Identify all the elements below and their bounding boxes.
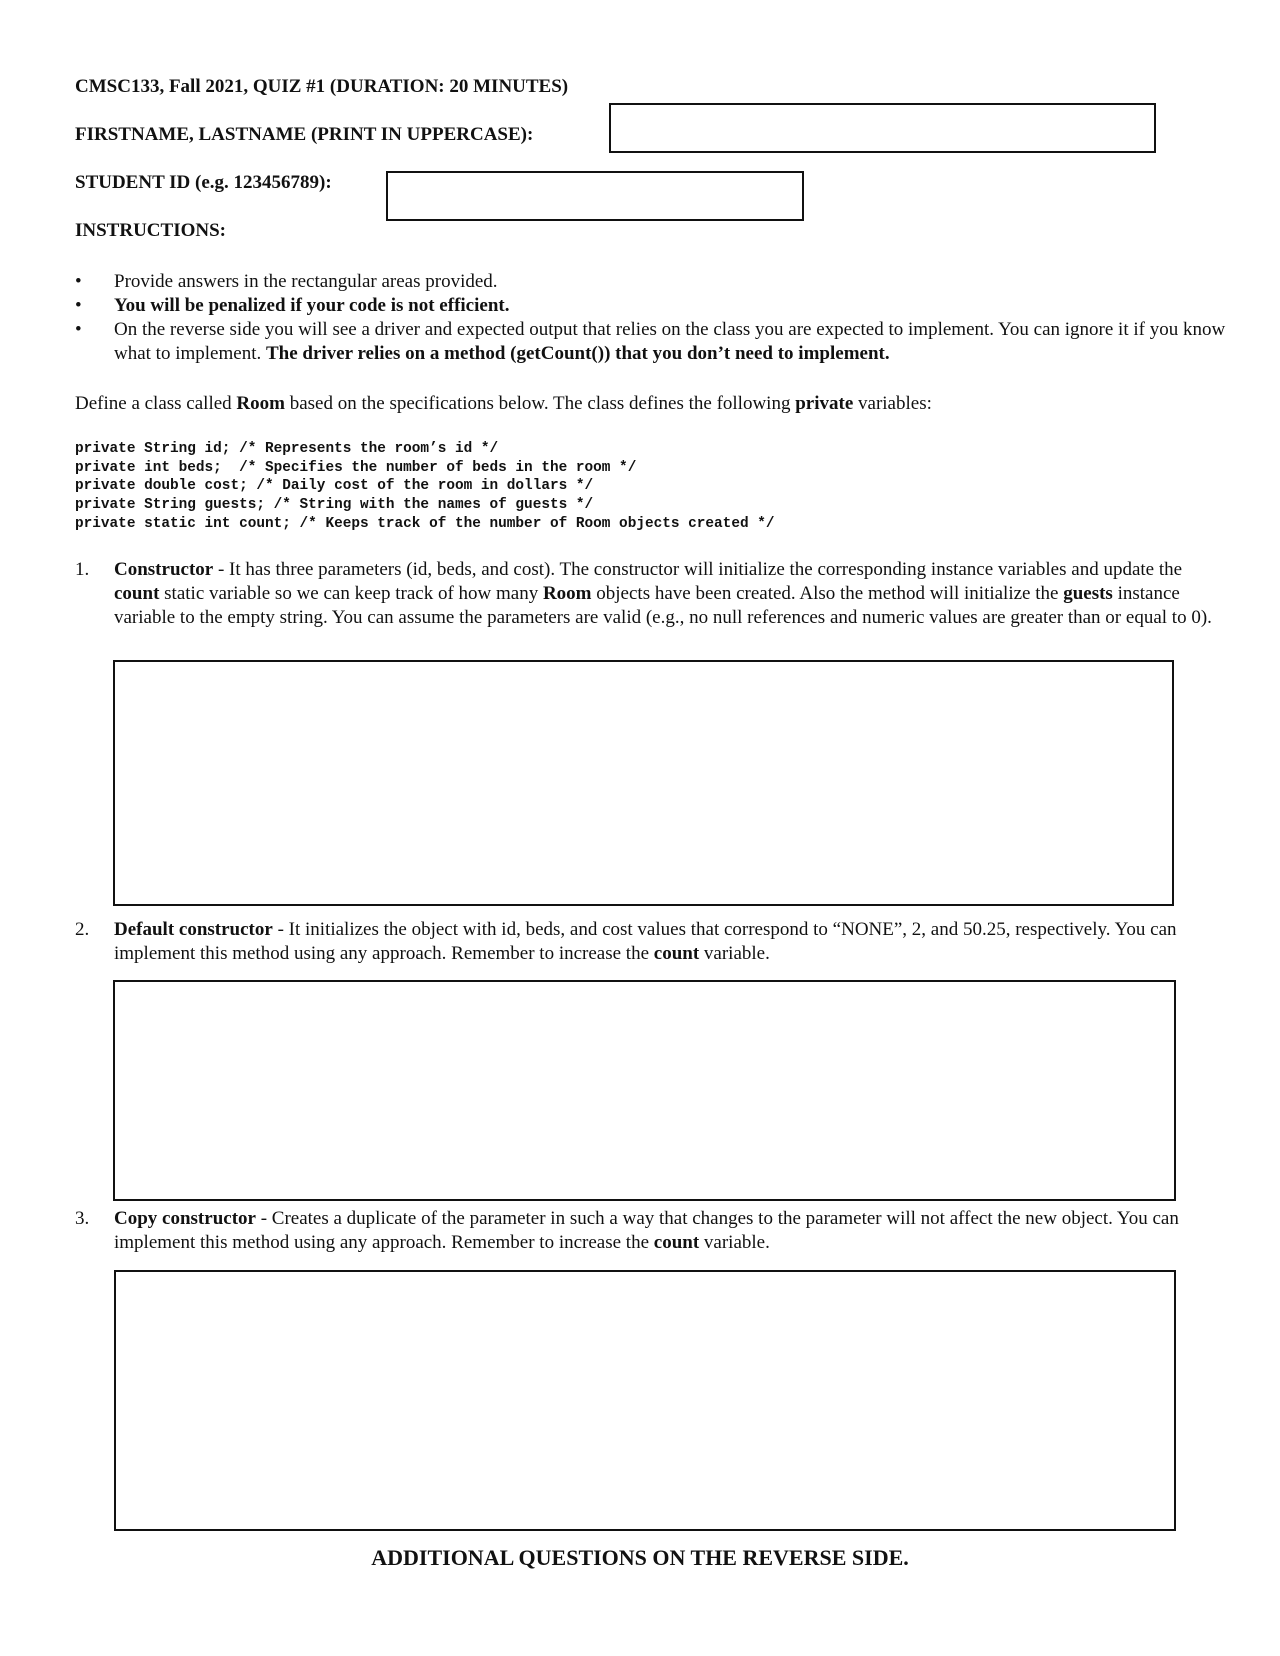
instruction-item: • On the reverse side you will see a driver and expected output that relies on the class you are expected to implement. You can ignore it if you know what to implement. The driver relies on a method (getCount()) that you don’t need to implement. xyxy=(75,319,1226,364)
question-title: Copy constructor xyxy=(114,1208,256,1229)
instruction-item: • You will be penalized if your code is not efficient. xyxy=(75,295,510,316)
quiz-title: CMSC133, Fall 2021, QUIZ #1 (DURATION: 20 MINUTES) xyxy=(75,76,569,97)
question-3: 3. Copy constructor - Creates a duplicate of the parameter in such a way that changes to the parameter will not affect the new object. You can implement this method using any approach. Remember to increase the count variable. xyxy=(75,1208,1179,1253)
code-line: private double cost; /* Daily cost of the room in dollars */ xyxy=(75,478,594,495)
question-title: Default constructor xyxy=(114,919,273,940)
question-number: 2. xyxy=(75,919,90,940)
variable-declarations xyxy=(75,440,775,534)
class-intro: Define a class called Room based on the specifications below. The class defines the following private variables: xyxy=(75,393,932,414)
instructions-list xyxy=(75,270,1255,366)
code-line: private String id; /* Represents the room’s id */ xyxy=(75,441,499,457)
class-name: Room xyxy=(236,393,285,414)
code-line: private static int count; /* Keeps track of the number of Room objects created */ xyxy=(75,515,775,532)
instructions-heading: INSTRUCTIONS: xyxy=(75,220,226,241)
instruction-item: • Provide answers in the rectangular areas provided. xyxy=(75,271,498,292)
reverse-side-notice: ADDITIONAL QUESTIONS ON THE REVERSE SIDE. xyxy=(371,1545,909,1570)
question-1-answer-box[interactable] xyxy=(113,660,1174,906)
code-line: private String guests; /* String with the names of guests */ xyxy=(75,497,594,514)
question-2: 2. Default constructor - It initializes the object with id, beds, and cost values that correspond to “NONE”, 2, and 50.25, respectively. You can implement this method using any approach. Remember to increase the count variable. xyxy=(75,919,1177,964)
question-3-answer-box[interactable] xyxy=(114,1270,1176,1531)
bullet-icon: • xyxy=(75,295,82,316)
question-1: 1. Constructor - It has three parameters (id, beds, and cost). The constructor will initialize the corresponding instance variables and update the count static variable so we can keep track of how many Room objects have been created. Also the method will initialize the guests instance variable to the empty string. You can assume the parameters are valid (e.g., no null references and numeric values are greater than or equal to 0). xyxy=(75,559,1212,628)
question-title: Constructor xyxy=(114,559,214,580)
question-2-answer-box[interactable] xyxy=(113,980,1176,1201)
name-answer-box[interactable] xyxy=(609,103,1156,153)
bullet-icon: • xyxy=(75,319,82,340)
code-line: private int beds; /* Specifies the number of beds in the room */ xyxy=(75,459,637,476)
student-id-label: STUDENT ID (e.g. 123456789): xyxy=(75,172,332,193)
question-number: 1. xyxy=(75,559,90,580)
name-label: FIRSTNAME, LASTNAME (PRINT IN UPPERCASE): xyxy=(75,124,534,145)
bullet-icon: • xyxy=(75,271,82,292)
student-id-answer-box[interactable] xyxy=(386,171,804,221)
question-number: 3. xyxy=(75,1208,90,1229)
